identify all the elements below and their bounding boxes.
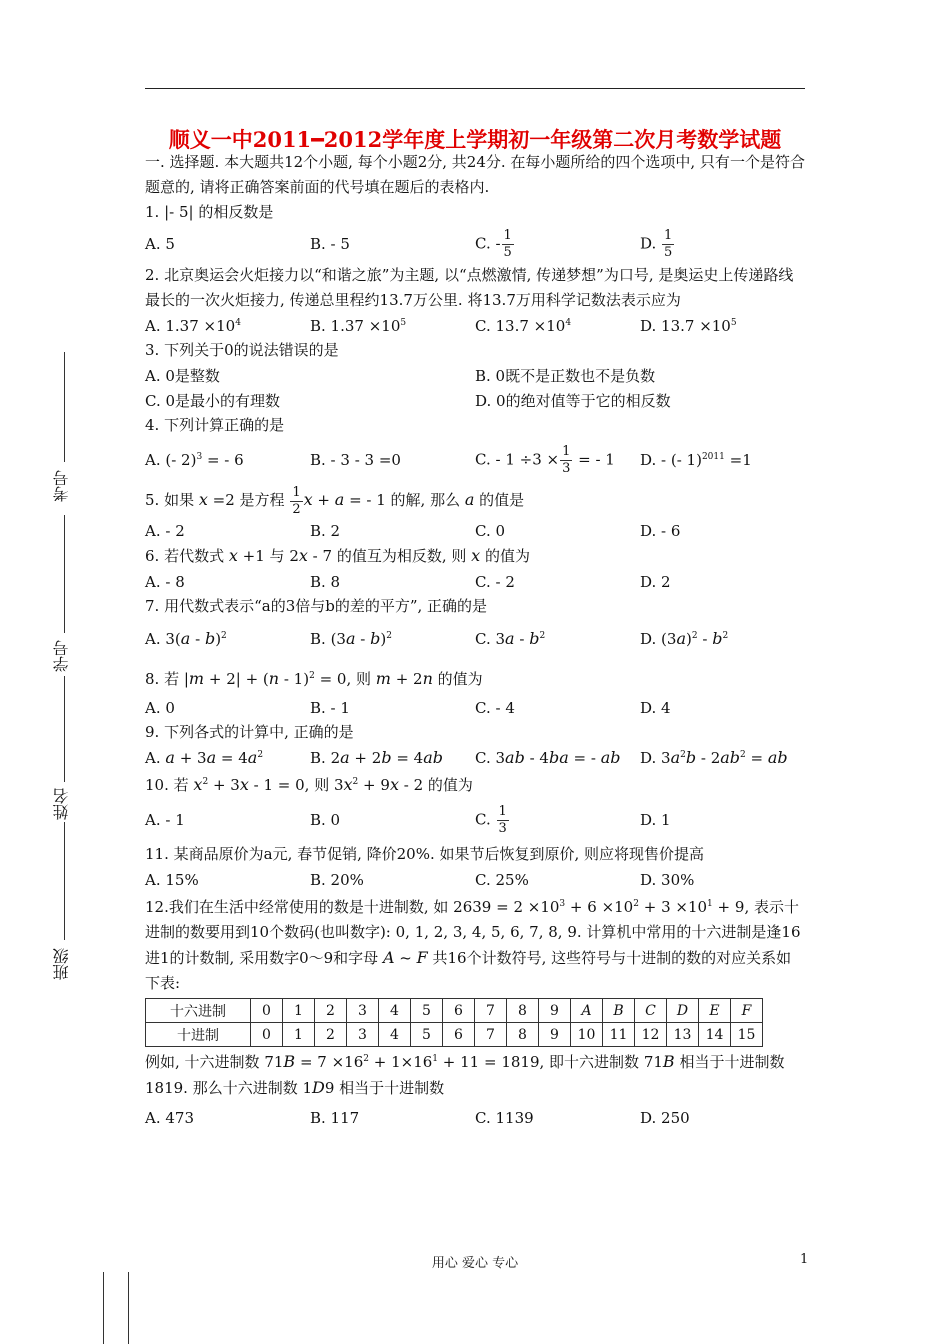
page-number: 1: [800, 1252, 809, 1267]
option: B. - 3 - 3 =0: [310, 451, 401, 469]
option: D. $3a^2b - 2ab^2$ = ab: [640, 748, 788, 767]
option: A. 15%: [145, 870, 199, 889]
option: C. - 1 ÷3 × $\frac{1}{3}$ = - 1: [475, 443, 615, 476]
option: A. - 2: [145, 521, 185, 540]
table-cell: 12: [635, 1023, 667, 1047]
table-cell: F: [731, 999, 763, 1023]
option: B. $1.37 \times 10^5$: [310, 316, 407, 335]
binding-line: [128, 1272, 129, 1344]
side-label-name: 姓名: [52, 788, 71, 820]
table-cell: 5: [411, 999, 443, 1023]
option: A. 5: [145, 235, 175, 253]
option: A. $a + 3a = 4a^2$: [145, 748, 264, 767]
table-cell: 5: [411, 1023, 443, 1047]
question-9-stem: 9. 下列各式的计算中, 正确的是: [145, 723, 354, 741]
table-cell: 13: [667, 1023, 699, 1047]
question-3-options: [145, 388, 805, 413]
option: A. 3(a - b)$^2$: [145, 628, 227, 648]
option: C. 3ab - 4ba = - ab: [475, 748, 621, 767]
table-cell: 4: [379, 999, 411, 1023]
option: B. 20%: [310, 870, 364, 889]
option: C. 0: [475, 521, 506, 540]
table-cell: 1: [283, 1023, 315, 1047]
table-cell: 11: [603, 1023, 635, 1047]
table-cell: 7: [475, 1023, 507, 1047]
table-cell: 7: [475, 999, 507, 1023]
table-cell: E: [699, 999, 731, 1023]
table-cell: 6: [443, 1023, 475, 1047]
table-cell: 10: [571, 1023, 603, 1047]
question-6-options: [145, 569, 805, 594]
option: D. - (- 1)$^{2011}$ =1: [640, 451, 752, 469]
question-7-stem: 7. 用代数式表示“a的3倍与b的差的平方”, 正确的是: [145, 597, 488, 615]
table-header-cell: 十进制: [146, 1023, 251, 1047]
question-list: [145, 150, 805, 1130]
option: C. - 4: [475, 698, 515, 717]
question-8-options: [145, 695, 805, 720]
table-cell: 9: [539, 999, 571, 1023]
table-cell: 8: [507, 1023, 539, 1047]
option: C. $3a - b^2$: [475, 628, 546, 648]
table-cell: 0: [251, 999, 283, 1023]
side-blank-line: [64, 676, 65, 782]
table-cell: B: [603, 999, 635, 1023]
table-cell: C: [635, 999, 667, 1023]
table-cell: A: [571, 999, 603, 1023]
option: C. - 2: [475, 572, 515, 591]
question-6-stem: 6. 若代数式 x +1 与 2x - 7 的值互为相反数, 则 x 的值为: [145, 546, 530, 565]
table-header-cell: 十六进制: [146, 999, 251, 1023]
side-label-student-no: 学号: [52, 640, 71, 672]
question-4-stem: 4. 下列计算正确的是: [145, 416, 285, 434]
side-blank-line: [64, 352, 65, 462]
section-intro: 一. 选择题. 本大题共12个小题, 每个小题2分, 共24分. 在每小题所给的四个选项中, 只有一个是符合题意的, 请将正确答案前面的代号填在题后的表格内.: [145, 153, 805, 196]
option: B. 2a + 2b = 4ab: [310, 748, 443, 767]
question-8-stem: 8. 若 |m + 2| + (n - 1)$^2$ = 0, 则 m + 2n 的值为: [145, 669, 483, 688]
option: A. - 1: [145, 811, 185, 829]
option: A. 473: [145, 1108, 194, 1127]
option: C. $13.7 \times 10^4$: [475, 316, 572, 335]
option: B. 0: [310, 811, 341, 829]
option: D. 30%: [640, 870, 695, 889]
hex-conversion-table: [145, 998, 763, 1047]
question-10-stem: 10. 若 $x^2 + 3x - 1 = 0$, 则 $3x^2 + 9x - 2$ 的值为: [145, 775, 473, 794]
question-11-stem: 11. 某商品原价为a元, 春节促销, 降价20%. 如果节后恢复到原价, 则应将现售价提高: [145, 845, 705, 863]
question-12-stem: 12.我们在生活中经常使用的数是十进制数, 如 $2639 = 2 \times 10^3 + 6 \times 10^2 + 3 \times 10^1 + 9$, 表示十进制的数要用到10个数码(也叫数字): 0, 1, 2, 3, 4, 5, 6, 7, 8, 9. 计算机中常用的十六进制是逢16进1的计数制, 采用数字0～9和字母 A ~ F 共16个计数符号, 这些符号与十进制的数的对应关系如下表:: [145, 898, 801, 992]
option: B. 117: [310, 1108, 360, 1127]
table-row: [146, 1023, 763, 1047]
table-cell: 1: [283, 999, 315, 1023]
question-10-options: [145, 798, 805, 842]
option: B. 0既不是正数也不是负数: [475, 367, 656, 385]
table-cell: 3: [347, 1023, 379, 1047]
option: B. 2: [310, 521, 341, 540]
option: D. $(3a)^2 - b^2$: [640, 628, 729, 648]
table-cell: 3: [347, 999, 379, 1023]
table-cell: 4: [379, 1023, 411, 1047]
page-footer: 用心 爱心 专心: [431, 1256, 519, 1271]
option: D. 4: [640, 698, 671, 717]
table-cell: 8: [507, 999, 539, 1023]
question-1-options: [145, 225, 805, 263]
option: D. 2: [640, 572, 671, 591]
question-12-options: [145, 1105, 805, 1130]
side-blank-line: [64, 822, 65, 940]
table-cell: 9: [539, 1023, 571, 1047]
question-3-options: [145, 363, 805, 388]
option: C. $\frac{1}{3}$: [475, 803, 507, 836]
option: B. - 1: [310, 698, 350, 717]
question-3-stem: 3. 下列关于0的说法错误的是: [145, 341, 339, 359]
table-cell: D: [667, 999, 699, 1023]
side-label-class: 班级: [52, 948, 71, 980]
option: C. 0是最小的有理数: [145, 392, 281, 410]
question-4-options: [145, 438, 805, 482]
header-rule: [145, 88, 805, 89]
option: A. 0: [145, 698, 175, 717]
question-12-example: 例如, 十六进制数 $71B = 7 \times 16^2 + 1\times 16^1 + 11 = 1819$, 即十六进制数 71B 相当于十进制数1819. 那么十六进制数 1D9 相当于十进制数: [145, 1052, 785, 1097]
option: C. - $\frac{1}{5}$: [475, 227, 512, 260]
question-11-options: [145, 867, 805, 892]
option: D. - 6: [640, 521, 681, 540]
option: C. 25%: [475, 870, 529, 889]
table-cell: 2: [315, 1023, 347, 1047]
option: C. 1139: [475, 1108, 534, 1127]
option: B. - 5: [310, 235, 350, 253]
option: A. 0是整数: [145, 367, 220, 385]
page-title: 顺义一中2011━2012学年度上学期初一年级第二次月考数学试题: [168, 127, 782, 152]
question-2-stem: 2. 北京奥运会火炬接力以“和谐之旅”为主题, 以“点燃激情, 传递梦想”为口号, 是奥运史上传递路线最长的一次火炬接力, 传递总里程约13.7万公里. 将13.7万用科学记数法表示应为: [145, 266, 794, 309]
option: A. $1.37 \times 10^4$: [145, 316, 241, 335]
table-cell: 0: [251, 1023, 283, 1047]
option: D. $\frac{1}{5}$: [640, 227, 673, 260]
option: A. - 8: [145, 572, 185, 591]
option: D. 250: [640, 1108, 690, 1127]
table-cell: 14: [699, 1023, 731, 1047]
side-label-exam-no: 考号: [52, 470, 71, 502]
option: D. 0的绝对值等于它的相反数: [475, 392, 671, 410]
option: D. $13.7 \times 10^5$: [640, 316, 737, 335]
table-row: [146, 999, 763, 1023]
question-9-options: [145, 745, 805, 770]
table-cell: 15: [731, 1023, 763, 1047]
option: A. (- 2)$^3$ = - 6: [145, 451, 244, 469]
option: B. (3a - b)$^2$: [310, 628, 392, 648]
side-blank-line: [64, 515, 65, 633]
table-cell: 6: [443, 999, 475, 1023]
question-1-stem: 1. |- 5| 的相反数是: [145, 203, 274, 221]
option: D. 1: [640, 811, 671, 829]
question-5-stem: 5. 如果 x =2 是方程 $\frac{1}{2}$ x + a = - 1 的解, 那么 a 的值是: [145, 484, 525, 517]
question-2-options: [145, 313, 805, 338]
binding-line: [103, 1272, 104, 1344]
table-cell: 2: [315, 999, 347, 1023]
question-5-options: [145, 518, 805, 543]
option: B. 8: [310, 572, 341, 591]
question-7-options: [145, 619, 805, 657]
